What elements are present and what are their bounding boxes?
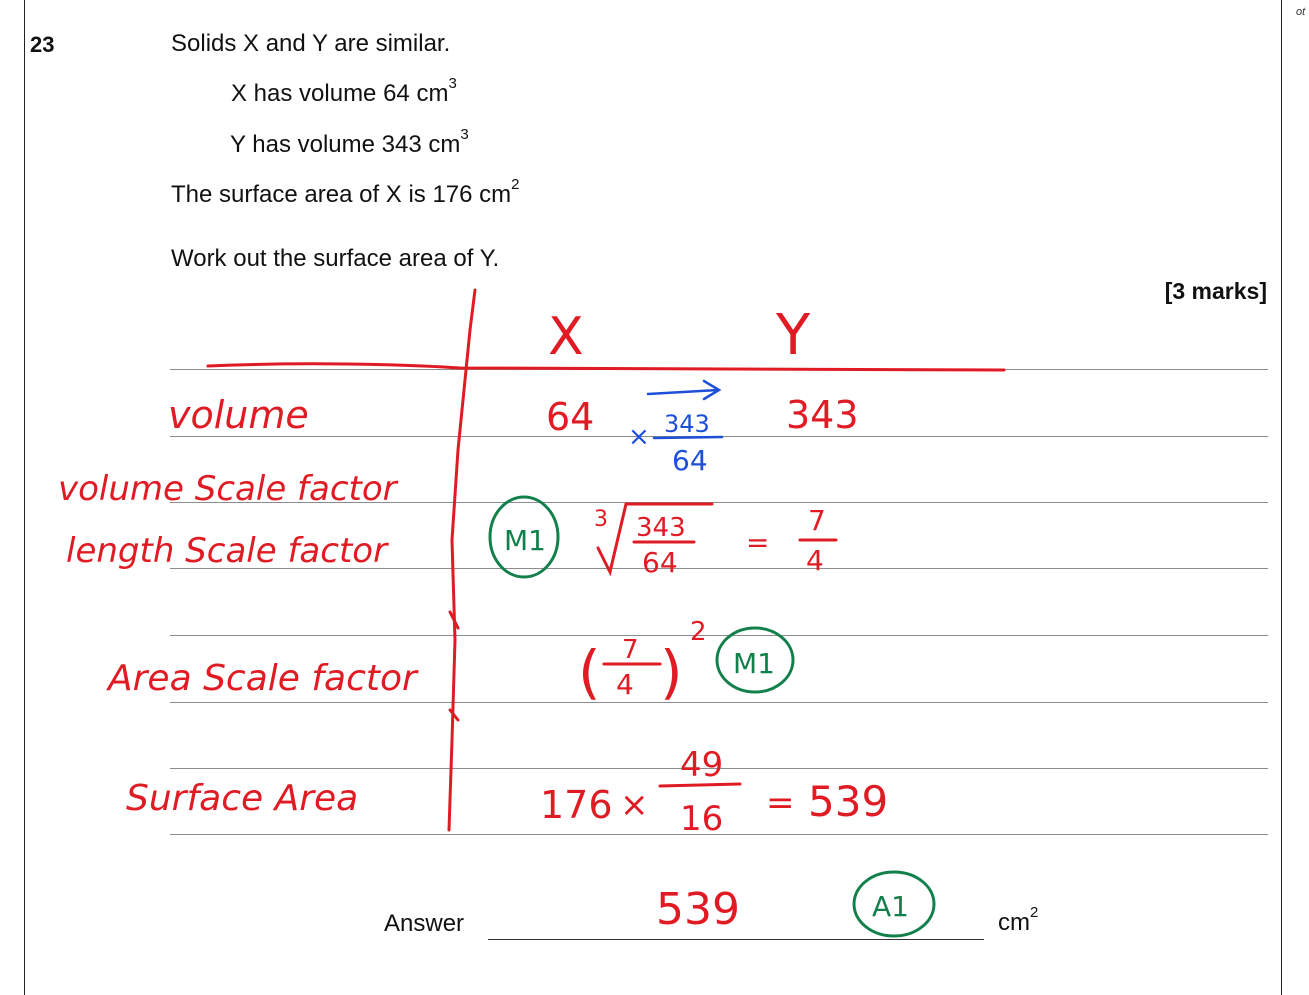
question-line-1: Solids X and Y are similar.: [171, 30, 451, 57]
mark-a1: A1: [872, 890, 909, 923]
power-2: 2: [511, 176, 520, 193]
sa-base-value: 176: [540, 783, 613, 827]
root-denominator: 64: [642, 546, 678, 579]
power-2: 2: [1030, 904, 1039, 921]
sa-denominator: 16: [680, 799, 724, 839]
vsf-fraction-bar: [654, 437, 722, 438]
volume-y-value: 343: [786, 393, 859, 437]
power-3: 3: [448, 75, 457, 92]
question-line-3: Y has volume 343 $cm^3$: [230, 126, 469, 158]
vsf-times: ×: [628, 422, 650, 452]
header-y: Y: [776, 303, 811, 368]
right-paren: ): [660, 638, 683, 706]
header-x: X: [548, 307, 584, 367]
row-label-volume: volume: [168, 393, 309, 437]
root-numerator: 343: [636, 513, 686, 543]
marks-label: [3 marks]: [1164, 278, 1267, 304]
answer-unit: $cm^2$: [998, 904, 1039, 936]
sa-equals: =: [766, 783, 795, 823]
row-label-area-scale-factor: Area Scale factor: [108, 658, 417, 699]
lsf-numerator: 7: [808, 504, 826, 537]
arrow-line: [648, 390, 718, 394]
question-line-5: Work out the surface area of Y.: [171, 245, 500, 272]
question-line-4: The surface area of X is 176 $cm^2$: [171, 176, 520, 208]
answer-label: Answer: [384, 910, 465, 937]
mark-m1-b: M1: [733, 647, 775, 680]
table-divider-line: [449, 290, 475, 830]
corner-text: ot: [1296, 6, 1306, 18]
sa-times: ×: [620, 785, 649, 825]
asf-numerator: 7: [622, 635, 639, 665]
mark-m1-a: M1: [504, 524, 546, 557]
sa-fraction-bar: [660, 784, 740, 786]
row-label-volume-scale-factor: volume Scale factor: [58, 469, 397, 509]
vsf-denominator: 64: [672, 444, 708, 477]
equals-sign: =: [746, 526, 770, 559]
asf-power: 2: [690, 617, 707, 647]
table-header-line: [208, 364, 1004, 370]
row-label-surface-area: Surface Area: [126, 778, 359, 819]
power-3: 3: [460, 126, 469, 143]
row-label-length-scale-factor: length Scale factor: [66, 531, 388, 571]
asf-denominator: 4: [616, 668, 634, 701]
question-line-2: X has volume 64 $cm^3$: [231, 75, 457, 107]
sa-numerator: 49: [680, 745, 724, 785]
left-paren: (: [578, 638, 601, 706]
cube-root-index: 3: [594, 507, 608, 532]
final-answer-value: 539: [656, 884, 740, 935]
sa-result: 539: [808, 777, 889, 826]
lsf-denominator: 4: [806, 544, 824, 577]
question-number: 23: [30, 32, 55, 57]
volume-x-value: 64: [546, 395, 595, 439]
vsf-numerator: 343: [664, 410, 710, 438]
